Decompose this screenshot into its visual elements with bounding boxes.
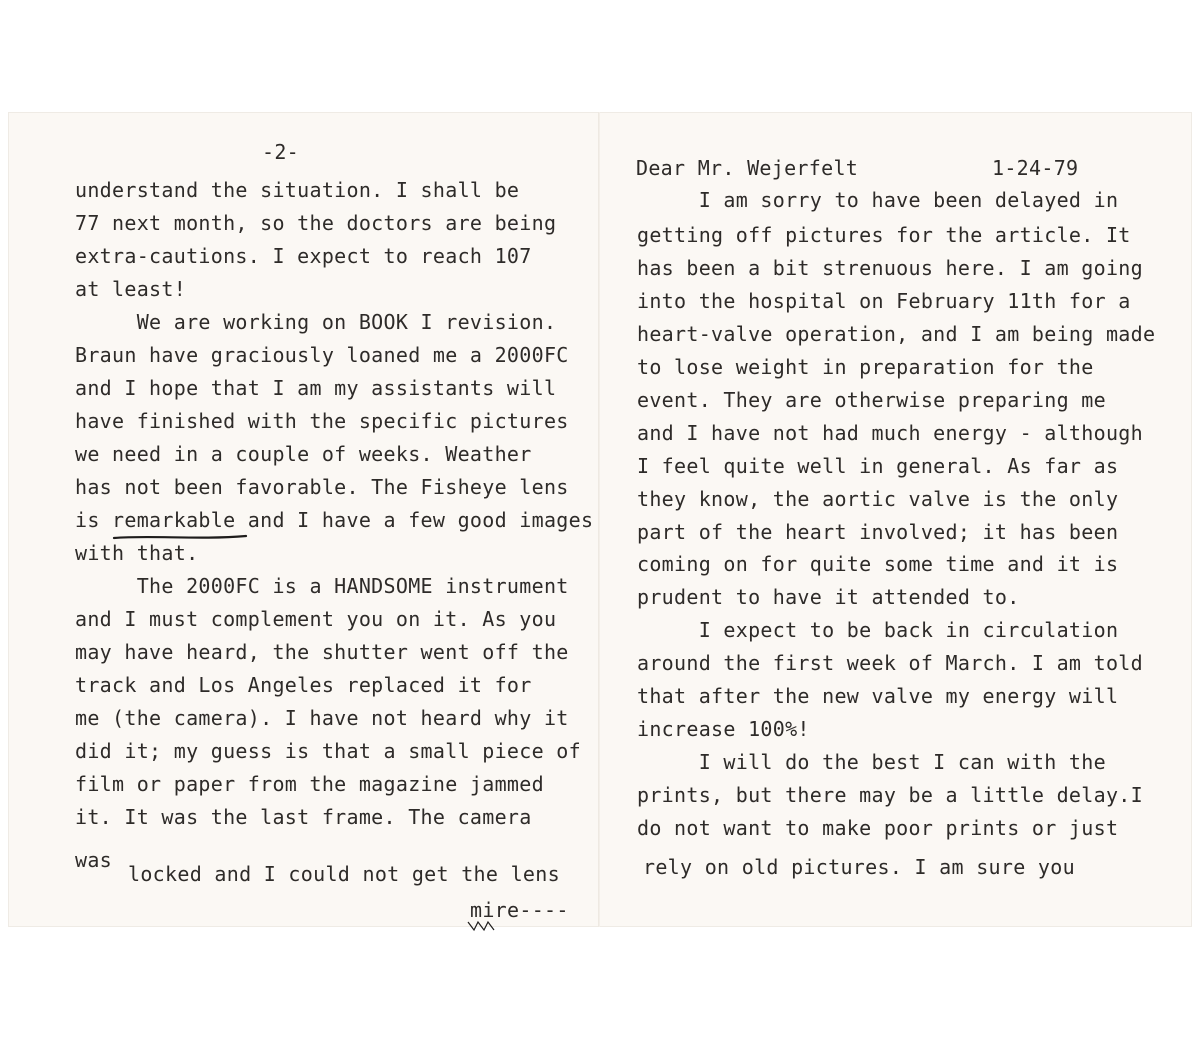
right-line: that after the new valve my energy will xyxy=(637,684,1119,708)
right-line: I am sorry to have been delayed in xyxy=(637,188,1119,212)
left-footer-word: mire---- xyxy=(470,898,569,922)
right-line: part of the heart involved; it has been xyxy=(637,520,1119,544)
left-line: have finished with the specific pictures xyxy=(75,409,569,433)
left-line: The 2000FC is a HANDSOME instrument xyxy=(75,574,569,598)
left-line: with that. xyxy=(75,541,199,565)
left-line: me (the camera). I have not heard why it xyxy=(75,706,569,730)
left-line: is remarkable and I have a few good images xyxy=(75,508,594,532)
left-word-was: was xyxy=(75,848,113,872)
left-line: We are working on BOOK I revision. xyxy=(75,310,557,334)
left-line: we need in a couple of weeks. Weather xyxy=(75,442,532,466)
right-line: around the first week of March. I am told xyxy=(637,651,1143,675)
right-line: coming on for quite some time and it is xyxy=(637,552,1119,576)
right-line: prudent to have it attended to. xyxy=(637,585,1020,609)
left-line-last: locked and I could not get the lens xyxy=(128,862,560,886)
right-line: I expect to be back in circulation xyxy=(637,618,1119,642)
left-line: and I hope that I am my assistants will xyxy=(75,376,557,400)
right-line: into the hospital on February 11th for a xyxy=(637,289,1131,313)
right-line: increase 100%! xyxy=(637,717,810,741)
handwritten-scribble xyxy=(462,916,582,936)
left-line: 77 next month, so the doctors are being xyxy=(75,211,557,235)
right-line: to lose weight in preparation for the xyxy=(637,355,1094,379)
left-line: at least! xyxy=(75,277,187,301)
page-number: -2- xyxy=(262,140,300,164)
right-line: do not want to make poor prints or just xyxy=(637,816,1119,840)
left-line: track and Los Angeles replaced it for xyxy=(75,673,532,697)
right-line: I feel quite well in general. As far as xyxy=(637,454,1119,478)
left-line: extra-cautions. I expect to reach 107 xyxy=(75,244,532,268)
right-line: has been a bit strenuous here. I am going xyxy=(637,256,1143,280)
handwritten-underline xyxy=(110,530,250,544)
right-line: I will do the best I can with the xyxy=(637,750,1106,774)
page-fold xyxy=(598,112,600,927)
left-line: understand the situation. I shall be xyxy=(75,178,520,202)
left-line: film or paper from the magazine jammed xyxy=(75,772,544,796)
letter-date: 1-24-79 xyxy=(992,156,1079,180)
right-line: event. They are otherwise preparing me xyxy=(637,388,1106,412)
left-line: may have heard, the shutter went off the xyxy=(75,640,569,664)
right-line: they know, the aortic valve is the only xyxy=(637,487,1119,511)
right-line: prints, but there may be a little delay.I xyxy=(637,783,1143,807)
left-line: Braun have graciously loaned me a 2000FC xyxy=(75,343,569,367)
right-line: heart-valve operation, and I am being made xyxy=(637,322,1156,346)
right-line: rely on old pictures. I am sure you xyxy=(643,855,1075,879)
right-line: and I have not had much energy - although xyxy=(637,421,1143,445)
left-line: it. It was the last frame. The camera xyxy=(75,805,532,829)
salutation: Dear Mr. Wejerfelt xyxy=(636,156,859,180)
left-line: has not been favorable. The Fisheye lens xyxy=(75,475,569,499)
left-line: did it; my guess is that a small piece of xyxy=(75,739,581,763)
right-line: getting off pictures for the article. It xyxy=(637,223,1131,247)
left-line: and I must complement you on it. As you xyxy=(75,607,557,631)
